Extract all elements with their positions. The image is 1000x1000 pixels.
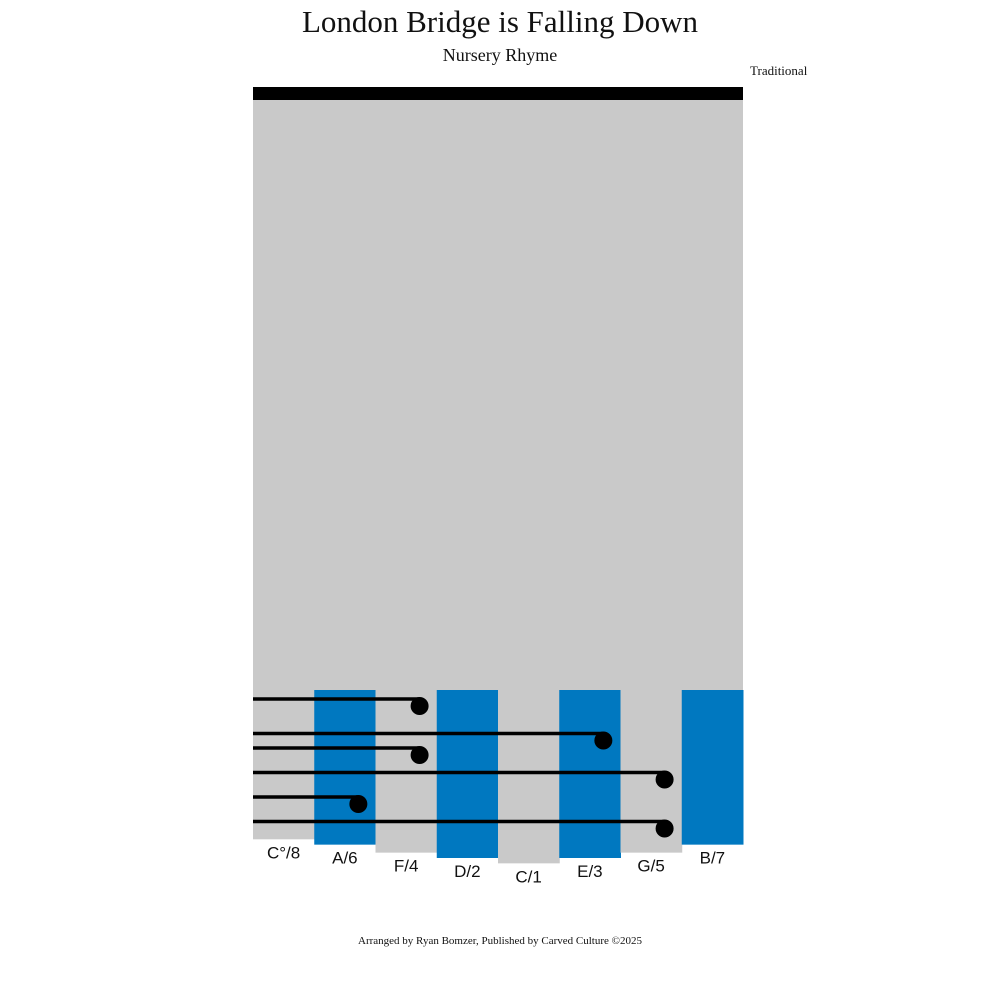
song-subtitle: Nursery Rhyme: [442, 45, 558, 65]
composer-credit: Traditional: [750, 63, 808, 78]
tine-label: D/2: [454, 862, 481, 881]
tine-column: [253, 690, 315, 839]
song-title: London Bridge is Falling Down: [301, 4, 699, 39]
tine-label: E/3: [577, 862, 603, 881]
tine-column: [682, 690, 744, 845]
tine-label: F/4: [393, 856, 419, 876]
note-head: [349, 795, 367, 813]
note-head: [656, 820, 674, 838]
tine-label: C/1: [515, 867, 542, 887]
note-head: [411, 746, 429, 764]
note-head: [411, 697, 429, 715]
arranger-credit: Arranged by Ryan Bomzer, Published by Carved Culture ©2025: [358, 935, 642, 947]
note-head: [594, 732, 612, 750]
tine-label: C°/8: [266, 843, 301, 863]
tine-column: [498, 690, 560, 863]
tablature-board: [253, 100, 743, 691]
tine-label: G/5: [637, 856, 665, 876]
top-bar: [253, 87, 743, 100]
note-head: [656, 771, 674, 789]
tine-label: A/6: [332, 848, 358, 868]
tine-label: B/7: [699, 848, 726, 868]
